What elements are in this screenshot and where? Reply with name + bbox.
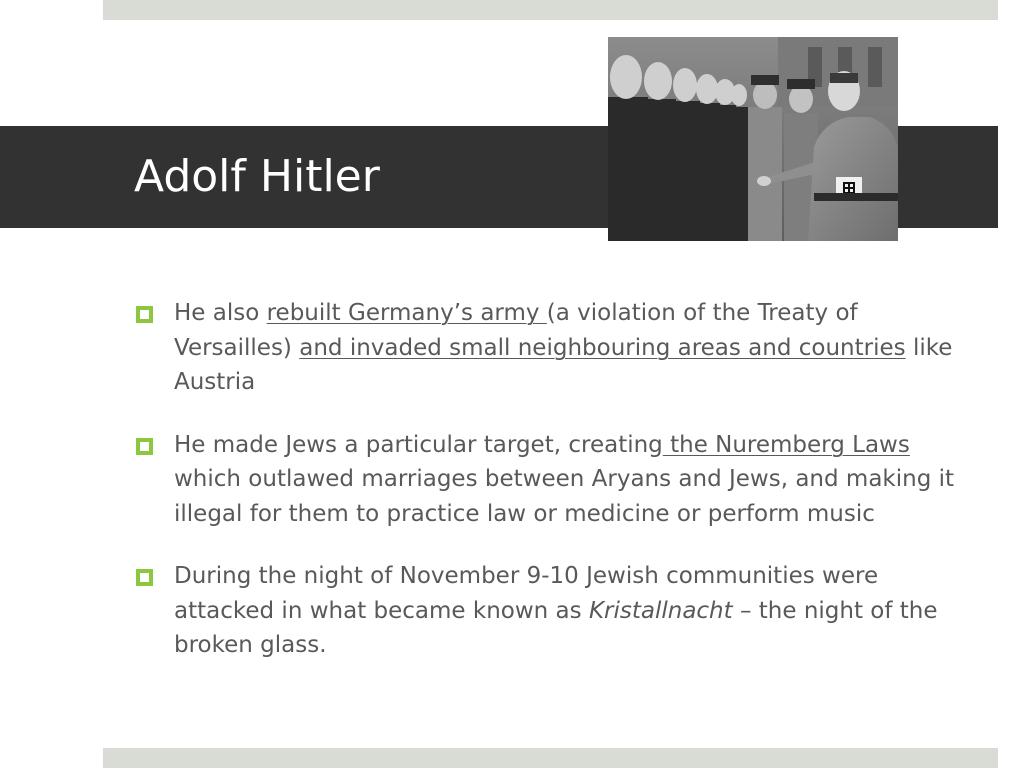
bullet-text: He made Jews a particular target, creating bbox=[174, 431, 663, 458]
bullet-item-nuremberg bbox=[134, 428, 964, 532]
bullet-text: – the night of the broken glass. bbox=[174, 597, 938, 658]
bullet-item-kristallnacht bbox=[134, 559, 964, 663]
bullet-text: (a violation of the Treaty of Versailles) bbox=[174, 300, 858, 361]
bullet-text: like Austria bbox=[174, 334, 953, 395]
bullet-square-icon bbox=[136, 569, 153, 586]
bullet-text: He also bbox=[174, 300, 267, 326]
bullet-item-army bbox=[134, 296, 964, 400]
bullet-square-icon bbox=[136, 438, 153, 455]
slide-title: Adolf Hitler bbox=[134, 151, 380, 202]
link-rebuilt-army[interactable]: rebuilt Germany’s army bbox=[266, 300, 547, 326]
link-nuremberg-laws[interactable]: the Nuremberg Laws bbox=[662, 431, 910, 458]
bullet-square-icon bbox=[136, 306, 153, 323]
bullet-list bbox=[134, 296, 964, 691]
bullet-text: During the night of November 9-10 Jewish communities were attacked in what became known as bbox=[174, 563, 879, 624]
link-invaded-countries[interactable]: and invaded small neighbouring areas and countries bbox=[299, 334, 906, 361]
bullet-text: which outlawed marriages between Aryans and Jews, and making it illegal for them to practice law or medicine or perform music bbox=[174, 466, 955, 527]
kristallnacht-term: Kristallnacht bbox=[588, 597, 733, 624]
bottom-accent-bar bbox=[103, 748, 998, 768]
top-accent-bar bbox=[103, 0, 998, 20]
hitler-photo bbox=[608, 37, 898, 241]
